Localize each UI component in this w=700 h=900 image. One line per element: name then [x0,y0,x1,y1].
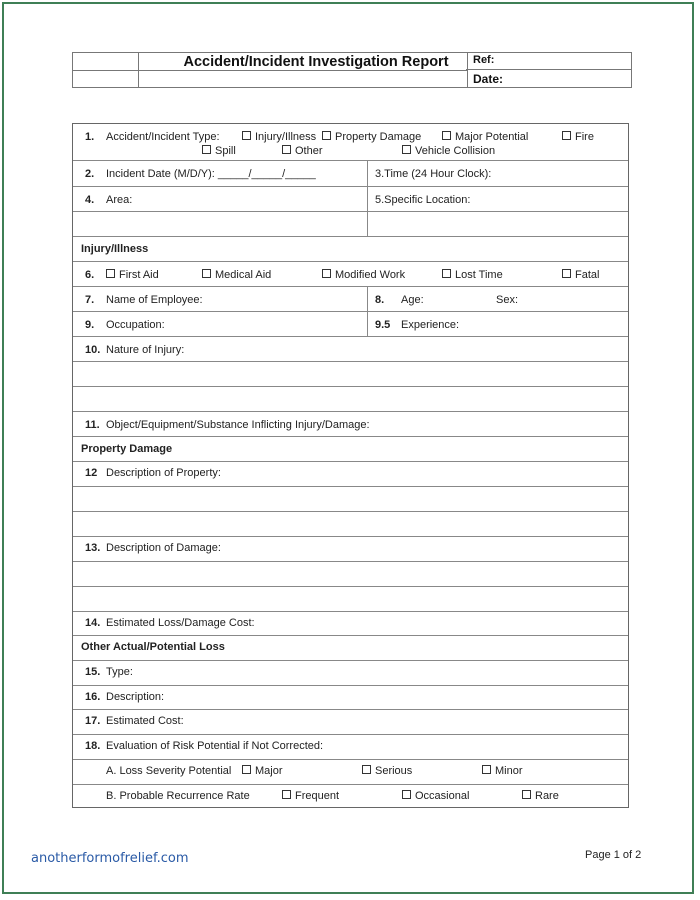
checkbox-first-aid[interactable]: First Aid [106,269,159,281]
blank-line[interactable] [73,362,628,387]
q6-number: 6. [85,269,95,281]
age-field[interactable]: Age: [401,294,424,306]
form-row-incident-type [73,124,628,161]
section-heading: Property Damage [81,443,173,455]
form-row-object-inflicting [73,412,628,437]
checkbox-major-potential[interactable]: Major Potential [442,131,528,143]
blank-line[interactable] [73,387,628,412]
checkbox-icon [322,131,331,140]
q9-number: 9. [85,319,95,331]
q7-number: 7. [85,294,95,306]
form-row-type [73,661,628,686]
q1-label: Accident/Incident Type: [106,131,220,143]
area-field[interactable]: Area: [106,194,133,206]
report-header [72,52,632,88]
occupation-field[interactable]: Occupation: [106,319,165,331]
checkbox-icon [242,765,251,774]
employee-name-field[interactable]: Name of Employee: [106,294,203,306]
estimated-cost-field[interactable]: Estimated Cost: [106,715,184,727]
q1-number: 1. [85,131,95,143]
q11-number: 11. [85,419,100,431]
q16-number: 16. [85,691,101,703]
q13-number: 13. [85,542,101,554]
checkbox-icon [106,269,115,278]
checkbox-icon [282,790,291,799]
checkbox-icon [242,131,251,140]
experience-field[interactable]: Experience: [401,319,460,331]
section-other-loss [73,636,628,661]
form-row-area-location [73,187,628,212]
form-row-date-time [73,161,628,187]
checkbox-occasional[interactable]: Occasional [402,790,469,802]
section-property-damage [73,437,628,462]
checkbox-fire[interactable]: Fire [562,131,594,143]
form-row-description-of-damage [73,537,628,562]
form-row-blank-split[interactable] [73,212,628,237]
checkbox-rare[interactable]: Rare [522,790,559,802]
checkbox-frequent[interactable]: Frequent [282,790,339,802]
checkbox-fatal[interactable]: Fatal [562,269,599,281]
checkbox-injury-illness[interactable]: Injury/Illness [242,131,316,143]
q15-number: 15. [85,666,101,678]
description-field[interactable]: Description: [106,691,165,703]
checkbox-modified-work[interactable]: Modified Work [322,269,405,281]
checkbox-icon [282,145,291,154]
form-row-estimated-cost [73,710,628,735]
blank-line[interactable] [73,562,628,587]
checkbox-icon [402,790,411,799]
checkbox-icon [202,145,211,154]
form-row-employee [73,287,628,312]
time-field[interactable]: 3.Time (24 Hour Clock): [375,168,492,180]
ref-label: Ref: [473,54,495,66]
form-row-loss-severity [73,760,628,785]
checkbox-icon [442,269,451,278]
checkbox-icon [562,131,571,140]
q18-number: 18. [85,740,101,752]
checkbox-icon [322,269,331,278]
q95-number: 9.5 [375,319,391,331]
checkbox-icon [562,269,571,278]
q14-number: 14. [85,617,101,629]
risk-evaluation-label: Evaluation of Risk Potential if Not Corrected: [106,740,324,752]
form-row-occupation [73,312,628,337]
estimated-loss-field[interactable]: Estimated Loss/Damage Cost: [106,617,255,629]
form-row-risk-evaluation [73,735,628,760]
checkbox-property-damage[interactable]: Property Damage [322,131,421,143]
investigation-form [72,123,629,808]
checkbox-icon [442,131,451,140]
section-heading: Other Actual/Potential Loss [81,641,225,653]
form-row-description [73,686,628,710]
form-row-recurrence-rate [73,785,628,808]
checkbox-major[interactable]: Major [242,765,283,777]
blank-line[interactable] [73,487,628,512]
checkbox-icon [402,145,411,154]
page-number: Page 1 of 2 [585,849,642,861]
nature-of-injury-field[interactable]: Nature of Injury: [106,344,185,356]
checkbox-vehicle-collision[interactable]: Vehicle Collision [402,145,495,157]
blank-line[interactable] [73,587,628,612]
form-row-injury-class [73,262,628,287]
checkbox-icon [482,765,491,774]
q8-number: 8. [375,294,385,306]
recurrence-rate-label: B. Probable Recurrence Rate [106,790,250,802]
checkbox-medical-aid[interactable]: Medical Aid [202,269,271,281]
checkbox-other[interactable]: Other [282,145,323,157]
checkbox-icon [362,765,371,774]
header-divider [466,69,631,70]
q10-number: 10. [85,344,101,356]
blank-line[interactable] [73,512,628,537]
specific-location-field[interactable]: 5.Specific Location: [375,194,471,206]
form-row-nature-of-injury [73,337,628,362]
checkbox-icon [202,269,211,278]
q4-number: 4. [85,194,95,206]
date-label: Date: [473,72,504,86]
form-row-estimated-loss [73,612,628,636]
checkbox-icon [522,790,531,799]
page-title: Accident/Incident Investigation Report [183,54,449,70]
object-inflicting-field[interactable]: Object/Equipment/Substance Inflicting Injury/Damage: [106,419,370,431]
checkbox-spill[interactable]: Spill [202,145,236,157]
q17-number: 17. [85,715,101,727]
checkbox-lost-time[interactable]: Lost Time [442,269,503,281]
sex-field[interactable]: Sex: [496,294,519,306]
checkbox-serious[interactable]: Serious [362,765,412,777]
description-of-property-field[interactable]: Description of Property: [106,467,221,479]
q12-number: 12 [85,467,98,479]
incident-date-field[interactable]: Incident Date (M/D/Y): _____/_____/_____ [106,168,316,180]
watermark-text: anotherformofrelief.com [31,851,189,866]
loss-severity-label: A. Loss Severity Potential [106,765,232,777]
form-row-description-of-property [73,462,628,487]
section-injury-illness [73,237,628,262]
section-heading: Injury/Illness [81,243,149,255]
type-field[interactable]: Type: [106,666,133,678]
checkbox-minor[interactable]: Minor [482,765,523,777]
q2-number: 2. [85,168,95,180]
description-of-damage-field[interactable]: Description of Damage: [106,542,221,554]
